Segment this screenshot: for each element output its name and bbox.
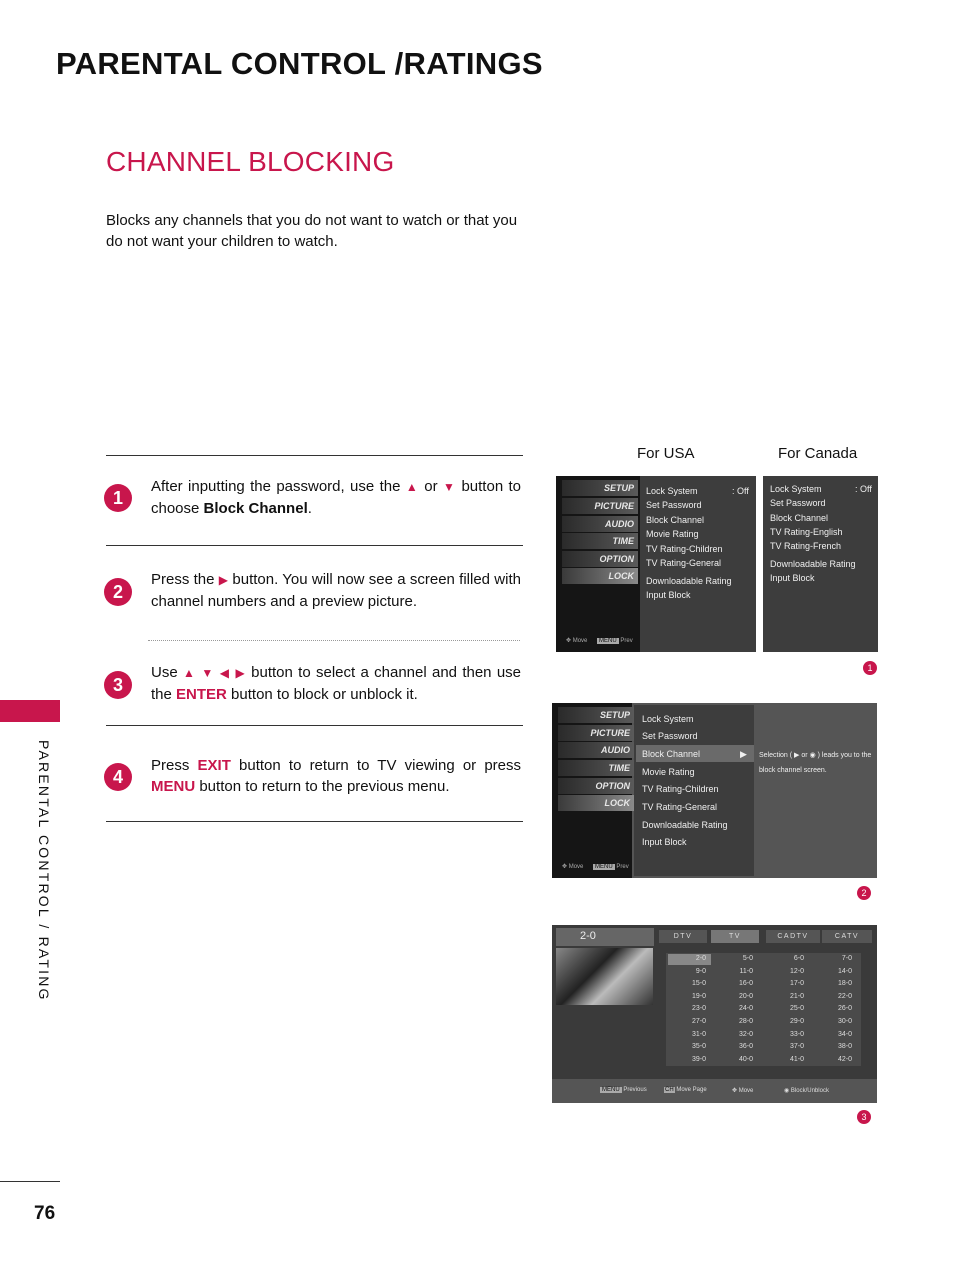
- channel-cell[interactable]: 36-0: [738, 1043, 753, 1051]
- channel-cell[interactable]: 25-0: [789, 1005, 804, 1013]
- keyword-menu: MENU: [151, 778, 196, 795]
- channel-cell[interactable]: 34-0: [837, 1030, 852, 1038]
- channel-cell[interactable]: 2-0: [695, 955, 706, 962]
- divider: [106, 821, 523, 822]
- channel-cell[interactable]: 39-0: [691, 1055, 706, 1063]
- dotted-divider: [148, 640, 520, 641]
- page-number-rule: [0, 1181, 60, 1182]
- channel-cell[interactable]: 21-0: [789, 992, 804, 1000]
- menu-item-movie-rating: Movie Rating: [642, 767, 695, 777]
- keyword-exit: EXIT: [197, 757, 231, 774]
- menu-item-lock-system: Lock System: [646, 486, 698, 496]
- channel-cell[interactable]: 30-0: [837, 1018, 852, 1025]
- menu-item-lock-system: Lock System: [642, 714, 694, 724]
- channel-cell[interactable]: 28-0: [738, 1018, 753, 1025]
- tab-cadtv[interactable]: CADTV: [766, 930, 820, 943]
- channel-grid: [666, 953, 861, 1066]
- lock-value: : Off: [855, 484, 872, 494]
- menu-sidebar: [556, 476, 640, 652]
- page-number: 76: [34, 1203, 56, 1224]
- footer-move: ✥ Move: [732, 1088, 754, 1094]
- intro-text: Blocks any channels that you do not want to watch or that you do not want your children to watch.: [106, 212, 518, 250]
- channel-cell[interactable]: 6-0: [793, 955, 804, 962]
- step-1-number: 1: [104, 484, 132, 512]
- for-usa-label: For USA: [637, 445, 695, 462]
- divider: [106, 545, 523, 546]
- menu-tab-audio: AUDIO: [562, 516, 638, 532]
- menu-tab-lock: LOCK: [562, 568, 638, 584]
- channel-cell[interactable]: 24-0: [738, 1005, 753, 1013]
- lock-value: : Off: [732, 486, 749, 496]
- menu-item-set-password: Set Password: [646, 500, 702, 510]
- menu-item-movie-rating: Movie Rating: [646, 529, 699, 539]
- menu-footer: ✥ Move MENU Prev: [566, 638, 633, 644]
- callout-1: 1: [863, 661, 877, 675]
- menu-item-block-channel: Block Channel: [770, 513, 829, 523]
- menu-item-tv-rating-general: TV Rating-General: [646, 558, 722, 568]
- canada-lock-menu-screen: [763, 476, 878, 652]
- callout-2: 2: [857, 886, 871, 900]
- page-title: PARENTAL CONTROL /RATINGS: [56, 46, 543, 81]
- channel-cell[interactable]: 42-0: [837, 1055, 852, 1063]
- channel-cell[interactable]: 5-0: [742, 955, 753, 962]
- menu-sidebar: [552, 703, 632, 878]
- keyword-enter: ENTER: [176, 686, 227, 703]
- menu-item-lock-system: Lock System: [770, 484, 822, 494]
- menu-item-input-block: Input Block: [770, 573, 815, 583]
- block-channel-menu-screen: [552, 703, 877, 878]
- menu-item-set-password: Set Password: [642, 731, 698, 741]
- right-arrow-icon: ▶: [218, 573, 229, 587]
- up-arrow-icon: ▲: [183, 666, 197, 680]
- channel-cell[interactable]: 7-0: [841, 955, 852, 962]
- menu-tab-setup: SETUP: [562, 480, 638, 496]
- menu-tab-time: TIME: [558, 760, 634, 776]
- menu-tab-time: TIME: [562, 533, 638, 549]
- menu-item-input-block: Input Block: [642, 837, 687, 847]
- menu-item-downloadable-rating: Downloadable Rating: [770, 559, 856, 569]
- menu-tab-picture: PICTURE: [558, 725, 634, 741]
- channel-cell[interactable]: 9-0: [695, 967, 706, 975]
- step-4-text: Press EXIT button to return to TV viewing or press MENU button to return to the previous menu.: [151, 757, 522, 795]
- channel-cell[interactable]: 26-0: [837, 1005, 852, 1013]
- keyword-block-channel: Block Channel: [203, 500, 308, 517]
- channel-cell[interactable]: 18-0: [837, 980, 852, 988]
- channel-footer: [552, 1079, 877, 1103]
- right-arrow-icon: ▶: [794, 752, 800, 759]
- menu-item-tv-rating-children: TV Rating-Children: [646, 544, 723, 554]
- current-channel: 2-0: [580, 930, 596, 942]
- tab-dtv[interactable]: DTV: [659, 930, 707, 943]
- channel-cell[interactable]: 12-0: [789, 967, 804, 975]
- section-title: CHANNEL BLOCKING: [106, 146, 395, 177]
- help-text: Selection ( ▶ or ◉ ) leads you to the block channel screen.: [759, 752, 872, 774]
- channel-cell[interactable]: 27-0: [691, 1018, 706, 1025]
- menu-list-panel: [634, 705, 754, 876]
- divider: [106, 725, 523, 726]
- up-arrow-icon: ▲: [405, 480, 419, 494]
- divider: [106, 455, 523, 456]
- right-arrow-icon: ▶: [235, 666, 246, 680]
- footer-move-page: CH Move Page: [665, 1087, 707, 1093]
- enter-icon: ◉: [809, 752, 816, 759]
- channel-cell[interactable]: 16-0: [738, 980, 753, 988]
- step-2-number: 2: [104, 578, 132, 606]
- tab-tv[interactable]: TV: [711, 930, 759, 943]
- for-canada-label: For Canada: [778, 445, 858, 462]
- tab-catv[interactable]: CATV: [822, 930, 872, 943]
- menu-footer: ✥ Move MENU Prev: [562, 864, 629, 870]
- channel-cell[interactable]: 41-0: [789, 1055, 804, 1063]
- step-3-text: Use ▲ ▼ ◀ ▶ button to select a channel and then use the ENTER button to block or unblock it.: [151, 664, 522, 703]
- step-3-number: 3: [104, 671, 132, 699]
- channel-cell[interactable]: 14-0: [837, 967, 852, 975]
- channel-cell[interactable]: 15-0: [691, 980, 706, 988]
- menu-item-input-block: Input Block: [646, 590, 691, 600]
- channel-cell[interactable]: 17-0: [789, 980, 804, 988]
- right-arrow-icon: ▶: [740, 749, 747, 759]
- channel-cell[interactable]: 29-0: [789, 1018, 804, 1025]
- step-4-number: 4: [104, 763, 132, 791]
- menu-item-downloadable-rating: Downloadable Rating: [646, 576, 732, 586]
- channel-cell[interactable]: 11-0: [739, 967, 753, 975]
- menu-item-tv-rating-general: TV Rating-General: [642, 802, 718, 812]
- preview-picture: [556, 948, 653, 1005]
- move-icon: ✥: [566, 638, 572, 644]
- channel-cell[interactable]: 31-0: [691, 1030, 706, 1038]
- step-2-text: Press the ▶ button. You will now see a screen filled with channel numbers and a preview picture.: [151, 571, 521, 610]
- menu-item-block-channel: Block Channel: [646, 515, 705, 525]
- channel-cell[interactable]: 38-0: [837, 1043, 852, 1051]
- footer-previous: MENU Previous: [602, 1087, 647, 1093]
- enter-icon: ◉: [784, 1088, 790, 1094]
- menu-tab-setup: SETUP: [558, 707, 634, 723]
- menu-item-tv-rating-french: TV Rating-French: [770, 541, 842, 551]
- current-channel-box: [556, 928, 654, 946]
- channel-cell[interactable]: 20-0: [738, 992, 753, 1000]
- step-1-text: After inputting the password, use the ▲ or ▼ button to choose Block Channel.: [151, 478, 522, 517]
- sidebar-tab: [0, 700, 60, 722]
- left-arrow-icon: ◀: [219, 666, 231, 680]
- callout-3: 3: [857, 1110, 871, 1124]
- menu-item-tv-rating-children: TV Rating-Children: [642, 784, 719, 794]
- menu-tab-picture: PICTURE: [562, 498, 638, 514]
- menu-tab-option: OPTION: [562, 551, 638, 567]
- move-icon: ✥: [732, 1088, 738, 1094]
- channel-cell[interactable]: 33-0: [789, 1030, 804, 1038]
- channel-cell[interactable]: 22-0: [837, 992, 852, 1000]
- footer-block-unblock: ◉ Block/Unblock: [784, 1088, 829, 1094]
- channel-cell[interactable]: 32-0: [738, 1030, 753, 1038]
- menu-item-downloadable-rating: Downloadable Rating: [642, 820, 728, 830]
- channel-grid-screen: [552, 925, 877, 1103]
- menu-item-set-password: Set Password: [770, 498, 826, 508]
- sidebar-label: PARENTAL CONTROL / RATING: [36, 740, 52, 1002]
- channel-cell[interactable]: 37-0: [789, 1043, 804, 1051]
- move-icon: ✥: [562, 864, 568, 870]
- usa-lock-menu-screen: [556, 476, 756, 652]
- menu-item-tv-rating-english: TV Rating-English: [770, 527, 843, 537]
- channel-cell[interactable]: 40-0: [738, 1055, 753, 1063]
- down-arrow-icon: ▼: [443, 480, 457, 494]
- menu-tab-lock: LOCK: [558, 795, 634, 811]
- channel-cell[interactable]: 19-0: [691, 992, 706, 1000]
- menu-tab-audio: AUDIO: [558, 742, 634, 758]
- channel-cell[interactable]: 35-0: [691, 1043, 706, 1051]
- menu-item-block-channel-selected: Block Channel: [642, 749, 701, 759]
- menu-tab-option: OPTION: [558, 778, 634, 794]
- channel-cell[interactable]: 23-0: [691, 1005, 706, 1013]
- down-arrow-icon: ▼: [201, 666, 215, 680]
